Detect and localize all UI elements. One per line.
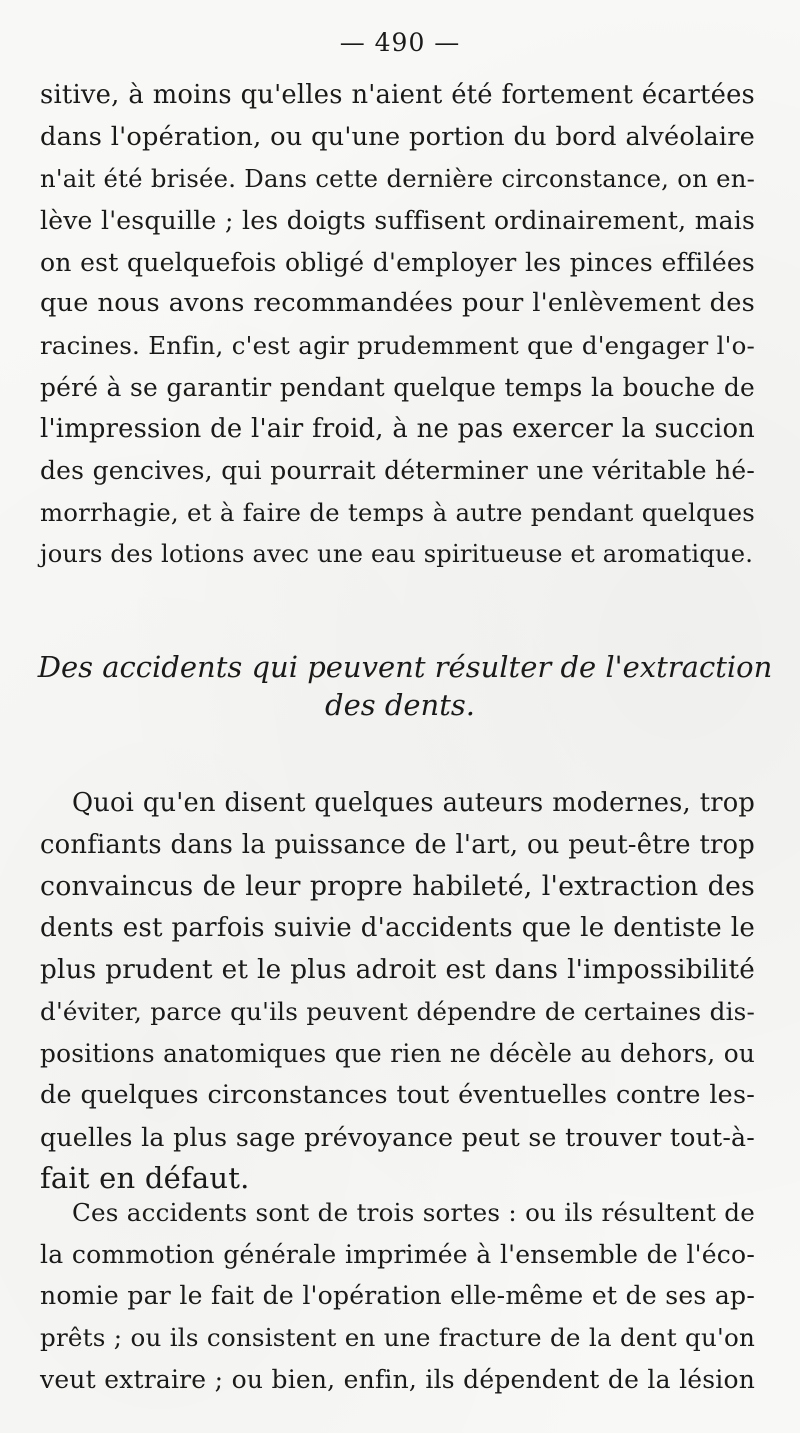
text-line: dans l'opération, ou qu'une portion du bord alvéolaire [40, 121, 755, 152]
paragraph-2 [40, 783, 755, 1200]
text-line: sitive, à moins qu'elles n'aient été fortement écartées [40, 80, 755, 110]
paragraph-3 [40, 1192, 755, 1400]
heading-line: Des accidents qui peuvent résulter de l'extraction [37, 650, 773, 684]
text-line: fait en défaut. [40, 1161, 250, 1196]
page-number: — 490 — [339, 28, 461, 57]
text-line: Ces accidents sont de trois sortes : ou ils résultent de [72, 1198, 755, 1227]
text-line: on est quelquefois obligé d'employer les pinces effilées [40, 247, 755, 277]
text-line: d'éviter, parce qu'ils peuvent dépendre de certaines dis- [40, 997, 755, 1027]
text-line: nomie par le fait de l'opération elle-même et de ses ap- [40, 1281, 755, 1311]
text-line: jours des lotions avec une eau spiritueuse et aromatique. [40, 539, 754, 568]
text-line: n'ait été brisée. Dans cette dernière circonstance, on en- [40, 164, 755, 194]
text-line: convaincus de leur propre habileté, l'extraction des [40, 871, 755, 903]
text-line: la commotion générale imprimée à l'ensemble de l'éco- [40, 1239, 755, 1269]
text-line: dents est parfois suivie d'accidents que le dentiste le [40, 913, 755, 944]
text-line: péré à se garantir pendant quelque temps la bouche de [40, 372, 755, 402]
text-line: veut extraire ; ou bien, enfin, ils dépendent de la lésion [40, 1364, 755, 1394]
text-line: prêts ; ou ils consistent en une fracture de la dent qu'on [40, 1323, 755, 1353]
text-line: Quoi qu'en disent quelques auteurs modernes, trop [72, 788, 755, 818]
text-line: confiants dans la puissance de l'art, ou peut-être trop [40, 829, 755, 860]
text-line: plus prudent et le plus adroit est dans l'impossibilité [40, 954, 755, 985]
text-line: quelles la plus sage prévoyance peut se trouver tout-à- [40, 1122, 755, 1152]
text-line: des gencives, qui pourrait déterminer une véritable hé- [40, 456, 755, 486]
text-line: de quelques circonstances tout éventuelles contre les- [40, 1079, 755, 1110]
text-line: racines. Enfin, c'est agir prudemment que d'engager l'o- [40, 331, 755, 361]
text-line: lève l'esquille ; les doigts suffisent ordinairement, mais [40, 206, 755, 236]
text-line: morrhagie, et à faire de temps à autre pendant quelques [40, 497, 755, 527]
heading-line: des dents. [325, 688, 475, 722]
text-line: l'impression de l'air froid, à ne pas exercer la succion [40, 413, 755, 444]
text-line: que nous avons recommandées pour l'enlèvement des [40, 288, 755, 319]
section-heading [0, 648, 800, 724]
text-line: positions anatomiques que rien ne décèle au dehors, ou [40, 1039, 755, 1069]
paragraph-1 [40, 75, 755, 575]
